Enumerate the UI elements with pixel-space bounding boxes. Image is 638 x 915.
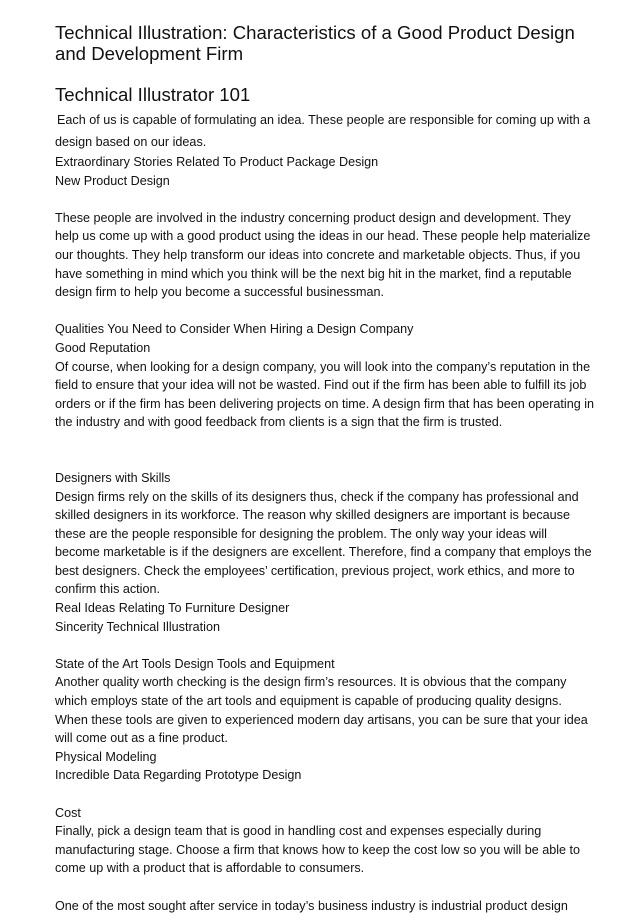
spacer: [55, 878, 595, 897]
spacer: [55, 432, 595, 469]
section-heading: State of the Art Tools Design Tools and Equipment: [55, 656, 335, 671]
section-heading: Qualities You Need to Consider When Hiring a Design Company: [55, 322, 414, 337]
body-paragraph: These people are involved in the industry concerning product design and development. They help us come up with a good product using the ideas in our head. These people help materialize our thoughts. They help transform our ideas into concrete and marketable objects. Thus, if you have something in mind which you think will be the next big hit in the market, find a reputable design firm to help you become a successful businessman.: [55, 210, 591, 300]
body-paragraph: Finally, pick a design team that is good in handling cost and expenses especially during manufacturing stage. Choose a firm that knows how to keep the cost low so you will be able to come up with a product that is affordable to consumers.: [55, 824, 581, 876]
spacer: [55, 190, 595, 209]
document-page: [55, 22, 595, 915]
related-link[interactable]: Extraordinary Stories Related To Product Package Design: [55, 155, 379, 169]
related-link[interactable]: Real Ideas Relating To Furniture Designer: [55, 601, 290, 616]
spacer: [55, 785, 595, 804]
spacer: [55, 636, 595, 655]
related-link[interactable]: Physical Modeling: [55, 749, 157, 764]
related-link[interactable]: Sincerity Technical Illustration: [55, 619, 220, 634]
document-subtitle: Technical Illustrator 101: [55, 84, 251, 105]
related-link[interactable]: Incredible Data Regarding Prototype Design: [55, 768, 302, 783]
body-paragraph: Another quality worth checking is the design firm’s resources. It is obvious that the company which employs state of the art tools and equipment is capable of producing quality designs. When these tools are given to experienced modern day artisans, you can be sure that your idea will come out as a fine product.: [55, 675, 588, 746]
section-heading: Good Reputation: [55, 340, 151, 355]
intro-paragraph: Each of us is capable of formulating an idea. These people are responsible for coming up with a design based on our ideas.: [55, 113, 591, 149]
body-paragraph: Of course, when looking for a design company, you will look into the company’s reputation in the field to ensure that your idea will not be wasted. Find out if the firm has been able to fulfill its job orders or if the firm has been delivering projects on time. A design firm that has been operating in the industry and with good feedback from clients is a sign that the firm is trusted.: [55, 359, 595, 430]
section-heading: Designers with Skills: [55, 470, 171, 485]
document-title: Technical Illustration: Characteristics of a Good Product Design and Development Firm: [55, 22, 575, 64]
body-paragraph: One of the most sought after service in today’s business industry is industrial product design: [55, 898, 568, 913]
section-heading: Cost: [55, 805, 81, 820]
spacer: [55, 302, 595, 321]
body-paragraph: Design firms rely on the skills of its designers thus, check if the company has professional and skilled designers in its workforce. The reason why skilled designers are important is because these are the people responsible for designing the problem. The only way your ideas will become marketable is if the designers are excellent. Therefore, find a company that employs the best designers. Check the employees’ certification, previous project, work ethics, and more to confirm this action.: [55, 489, 592, 597]
related-link[interactable]: New Product Design: [55, 173, 170, 188]
